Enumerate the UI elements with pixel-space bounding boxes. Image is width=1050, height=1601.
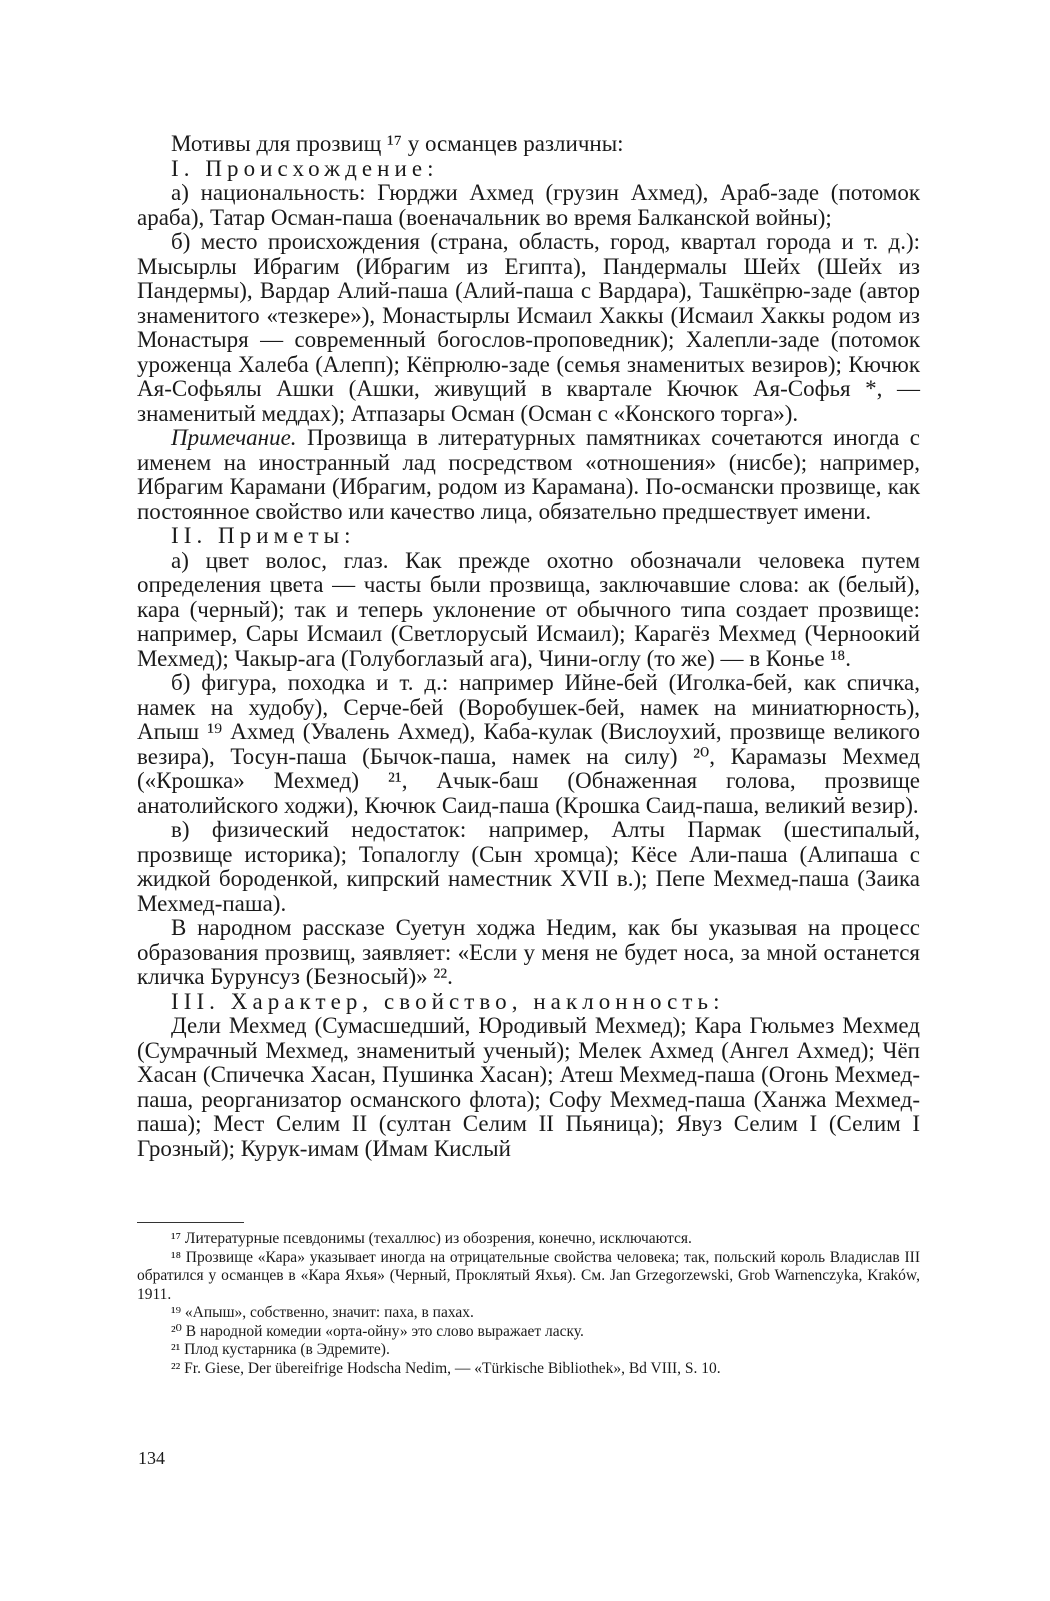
page-number: 134 [138, 1448, 165, 1468]
section-1-item-b: б) место происхождения (страна, область, город, квартал города и т. д.): Мысырлы Ибрагим (Ибрагим из Египта), Пандермалы Шейх (Шейх из Пандермы), Вардар Алий-паша (Алий-паша с Вардара), Ташкёпрю-заде (автор знаменитого «тезкере»), Монастырлы Исмаил Хаккы (Исмаил Хаккы родом из Монастыря — современный богослов-проповедник); Халепли-заде (потомок уроженца Халеба (Алепп); Кёпрюлю-заде (семья знаменитых везиров); Кючюк Ая-Софьялы Ашки (Ашки, живущий в квартале Кючюк Ая-Софья *, — знаменитый меддах); Атпазары Осман (Осман с «Конского торга»). [137, 229, 920, 426]
footnote-19: ¹⁹ «Апыш», собственно, значит: паха, в пахах. [171, 1304, 474, 1321]
section-2-heading: II. Приметы: [171, 523, 356, 548]
footnote-22: ²² Fr. Giese, Der übereifrige Hodscha Nedim, — «Türkische Bibliothek», Bd VIII, S. 10. [171, 1359, 721, 1377]
main-text [137, 132, 920, 1161]
footnotes [137, 1230, 920, 1378]
section-2-item-b: б) фигура, походка и т. д.: например Ийне-бей (Иголка-бей, как спичка, намек на худобу), Серче-бей (Воробушек-бей, намек на миниатюрность), Апыш ¹⁹ Ахмед (Увалень Ахмед), Каба-кулак (Вислоухий, прозвище великого везира), Тосун-паша (Бычок-паша, намек на силу) ²⁰, Карамазы Мехмед («Крошка» Мехмед) ²¹, Ачык-баш (Обнаженная голова, прозвище анатолийского ходжи), Кючюк Саид-паша (Крошка Саид-паша, великий везир). [137, 670, 920, 818]
section-3-heading: III. Характер, свойство, наклонность: [171, 988, 725, 1014]
footnote-17: ¹⁷ Литературные псевдонимы (техаллюс) из обозрения, конечно, исключаются. [171, 1230, 692, 1247]
section-1-heading: I. Происхождение: [171, 155, 439, 181]
section-2-story: В народном рассказе Суетун ходжа Недим, как бы указывая на процесс образования прозвищ, заявляет: «Если у меня не будет носа, за мной останется кличка Бурунсуз (Безносый)» ²². [137, 915, 920, 989]
section-2-item-c: в) физический недостаток: например, Алты Пармак (шестипалый, прозвище историка); Топалоглу (Сын хромца); Кёсе Али-паша (Алипаша с жидкой бороденкой, кипрский наместник XVII в.); Пепе Мехмед-паша (Заика Мехмед-паша). [137, 817, 920, 916]
section-2-item-a: а) цвет волос, глаз. Как прежде охотно обозначали человека путем определения цвета — часты были прозвища, заключавшие слова: ак (белый), кара (черный); так и теперь уклонение от обычного типа создает прозвище: например, Сары Исмаил (Светлорусый Исмаил); Карагёз Мехмед (Черноокий Мехмед); Чакыр-ага (Голубоглазый ага), Чини-оглу (то же) — в Конье ¹⁸. [137, 547, 920, 671]
footnote-21: ²¹ Плод кустарника (в Эдремите). [171, 1341, 390, 1358]
section-3-text: Дели Мехмед (Сумасшедший, Юродивый Мехмед); Кара Гюльмез Мехмед (Сумрачный Мехмед, знаменитый ученый); Мелек Ахмед (Ангел Ахмед); Чёп Хасан (Спичечка Хасан, Пушинка Хасан); Атеш Мехмед-паша (Огонь Мехмед-паша, реорганизатор османского флота); Софу Мехмед-паша (Ханжа Мехмед-паша); Мест Селим II (султан Селим II Пьяница); Явуз Селим I (Селим I Грозный); Курук-имам (Имам Кислый [137, 1013, 920, 1161]
intro-paragraph: Мотивы для прозвищ ¹⁷ у османцев различны: [171, 131, 624, 156]
footnote-separator [137, 1222, 244, 1223]
note-label: Примечание. [171, 425, 297, 450]
note-paragraph [137, 426, 920, 524]
note-text: Прозвища в литературных памятниках сочетаются иногда с именем на иностранный лад посредством «отношения» (нисбе); например, Ибрагим Карамани (Ибрагим, родом из Карамана). По-османски прозвище, как постоянное свойство или качество лица, обязательно предшествует имени. [137, 425, 920, 524]
section-1-item-a: а) национальность: Гюрджи Ахмед (грузин Ахмед), Араб-заде (потомок араба), Татар Осман-паша (военачальник во время Балканской войны); [137, 180, 920, 230]
footnote-20: ²⁰ В народной комедии «орта-ойну» это слово выражает ласку. [171, 1322, 584, 1340]
footnote-18: ¹⁸ Прозвище «Кара» указывает иногда на отрицательные свойства человека; так, польский король Владислав III обратился у османцев в «Кара Яхья» (Черный, Проклятый Яхья). См. Jan Grzegorzewski, Grob Warnenczyka, Kraków, 1911. [137, 1248, 920, 1303]
